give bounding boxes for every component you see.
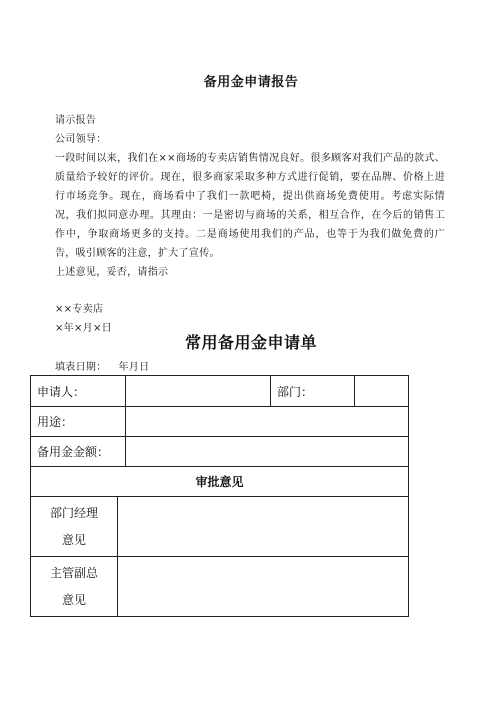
purpose-label: 用途： <box>31 407 126 437</box>
approval-header: 审批意见 <box>31 467 409 497</box>
dept-manager-label <box>31 497 118 557</box>
applicant-field[interactable] <box>126 376 271 407</box>
report-date: ×年×月×日 <box>55 323 112 334</box>
report-label: 请示报告 <box>55 115 97 126</box>
deputy-gm-label <box>31 557 118 617</box>
closing-line: 上述意见，妥否，请指示 <box>55 267 169 278</box>
department-field[interactable] <box>355 376 409 407</box>
fill-date-label: 填表日期： <box>55 362 107 373</box>
department-label: 部门： <box>271 376 355 407</box>
deputy-gm-row <box>31 557 409 617</box>
report-title: 备用金申请报告 <box>203 75 299 90</box>
fill-date <box>55 358 149 373</box>
dept-manager-label-line1: 部门经理 <box>49 505 98 520</box>
amount-field[interactable] <box>126 437 409 467</box>
application-form-table <box>30 375 409 617</box>
deputy-gm-label-line1: 主管副总 <box>49 565 98 580</box>
report-paragraph: 一段时间以来，我们在××商场的专卖店销售情况良好。很多顾客对我们产品的款式、质量给予较好的评价。现在，很多商家采取多种方式进行促销，要在品牌、价格上进行市场竞争。现在，商场看中了我们一款吧椅，提出供商场免费使用。考虑实际情况，我们拟同意办理。其理由：一是密切与商场的关系，相互合作，在今后的销售工作中，争取商场更多的支持。二是商场使用我们的产品，也等于为我们做免费的广告，吸引顾客的注意，扩大了宣传。 <box>55 153 445 259</box>
approval-header-row <box>31 467 409 497</box>
fill-date-value: 年月日 <box>118 362 150 373</box>
amount-label: 备用金金额： <box>31 437 126 467</box>
applicant-label: 申请人： <box>31 376 126 407</box>
salutation: 公司领导： <box>55 134 107 145</box>
dept-manager-row <box>31 497 409 557</box>
dept-manager-opinion-field[interactable] <box>118 497 409 557</box>
deputy-gm-opinion-field[interactable] <box>118 557 409 617</box>
applicant-row <box>31 376 409 407</box>
report-body <box>55 111 445 338</box>
deputy-gm-label-line2: 意见 <box>61 592 86 607</box>
amount-row <box>31 437 409 467</box>
form-title: 常用备用金申请单 <box>184 333 317 352</box>
purpose-field[interactable] <box>126 407 409 437</box>
dept-manager-label-line2: 意见 <box>61 532 86 547</box>
purpose-row <box>31 407 409 437</box>
sender: ××专卖店 <box>55 304 104 315</box>
